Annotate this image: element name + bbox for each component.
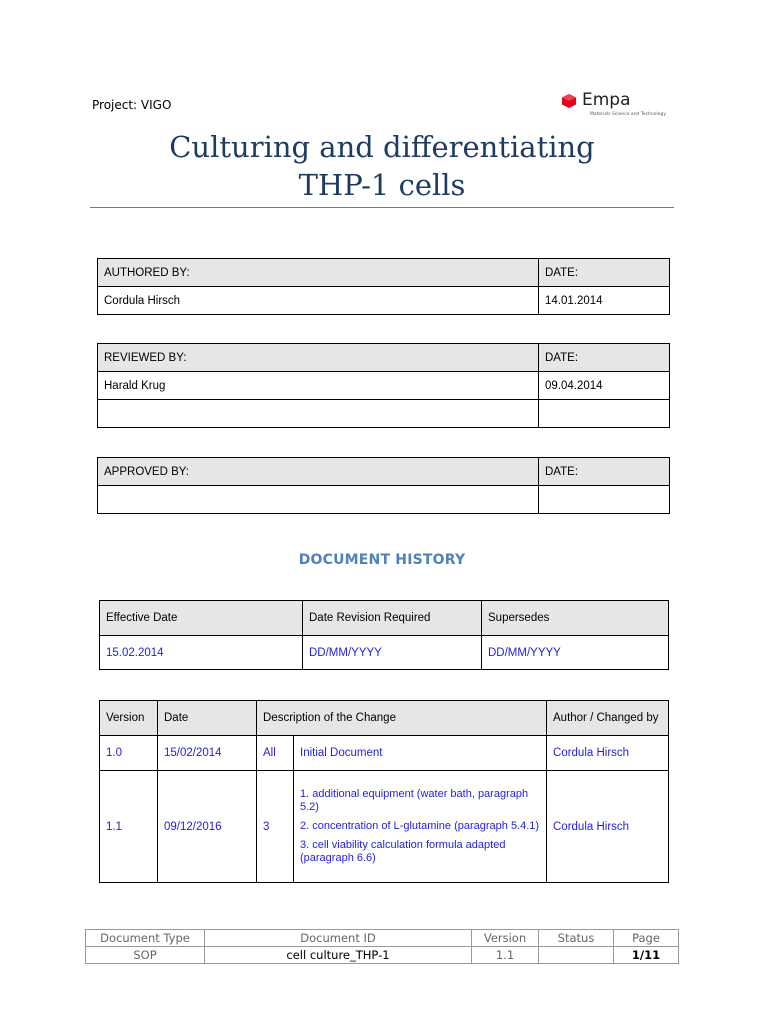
reviewer-name-empty	[98, 400, 539, 428]
approver-name	[98, 486, 539, 514]
reviewed-date: 09.04.2014	[539, 372, 670, 400]
history-header: Date Revision Required	[303, 601, 482, 636]
reviewed-date-empty	[539, 400, 670, 428]
table-row	[100, 736, 669, 771]
date-cell: 15/02/2014	[158, 736, 257, 771]
history-header: Supersedes	[482, 601, 669, 636]
document-title	[90, 128, 674, 204]
footer-page: 1/11	[614, 947, 679, 964]
author-name: Cordula Hirsch	[98, 287, 539, 315]
footer-table	[85, 929, 679, 964]
change-item: 1. additional equipment (water bath, paragraph 5.2)	[300, 788, 529, 813]
approved-by-label: APPROVED BY:	[98, 458, 539, 486]
reviewer-name: Harald Krug	[98, 372, 539, 400]
empa-logo	[560, 90, 670, 122]
description-cell	[294, 771, 547, 883]
effective-date: 15.02.2014	[100, 636, 303, 670]
authored-by-label: AUTHORED BY:	[98, 259, 539, 287]
table-row	[100, 771, 669, 883]
footer-header: Status	[539, 930, 614, 947]
version-cell: 1.0	[100, 736, 158, 771]
changes-header: Date	[158, 701, 257, 736]
history-table	[99, 600, 669, 670]
title-line-2: THP-1 cells	[298, 168, 466, 202]
changes-header: Description of the Change	[257, 701, 547, 736]
authored-table	[97, 258, 670, 315]
project-label: Project: VIGO	[92, 98, 172, 112]
footer-header: Version	[472, 930, 539, 947]
reviewed-table	[97, 343, 670, 428]
approved-date-label: DATE:	[539, 458, 670, 486]
logo-tagline: Materials Science and Technology	[590, 112, 667, 117]
footer-status	[539, 947, 614, 964]
title-divider	[90, 207, 674, 208]
footer-doc-id: cell culture_THP-1	[205, 947, 472, 964]
change-item: 3. cell viability calculation formula adapted (paragraph 6.6)	[300, 839, 506, 864]
changes-table	[99, 700, 669, 883]
reviewed-by-label: REVIEWED BY:	[98, 344, 539, 372]
supersedes-date: DD/MM/YYYY	[482, 636, 669, 670]
author-cell: Cordula Hirsch	[547, 736, 669, 771]
history-header: Effective Date	[100, 601, 303, 636]
version-cell: 1.1	[100, 771, 158, 883]
date-cell: 09/12/2016	[158, 771, 257, 883]
logo-wordmark: Empa	[582, 90, 631, 110]
section-cell: All	[257, 736, 294, 771]
revision-date: DD/MM/YYYY	[303, 636, 482, 670]
changes-header: Author / Changed by	[547, 701, 669, 736]
footer-header: Page	[614, 930, 679, 947]
authored-date: 14.01.2014	[539, 287, 670, 315]
reviewed-date-label: DATE:	[539, 344, 670, 372]
author-cell: Cordula Hirsch	[547, 771, 669, 883]
footer-header: Document Type	[86, 930, 205, 947]
changes-header: Version	[100, 701, 158, 736]
cube-icon	[562, 94, 576, 108]
footer-header: Document ID	[205, 930, 472, 947]
document-history-heading: DOCUMENT HISTORY	[298, 552, 466, 568]
footer-version: 1.1	[472, 947, 539, 964]
section-cell: 3	[257, 771, 294, 883]
approved-date	[539, 486, 670, 514]
authored-date-label: DATE:	[539, 259, 670, 287]
title-line-1: Culturing and differentiating	[169, 130, 595, 164]
footer-doc-type: SOP	[86, 947, 205, 964]
approved-table	[97, 457, 670, 514]
description-cell: Initial Document	[294, 736, 547, 771]
change-item: 2. concentration of L-glutamine (paragraph 5.4.1)	[300, 820, 540, 832]
